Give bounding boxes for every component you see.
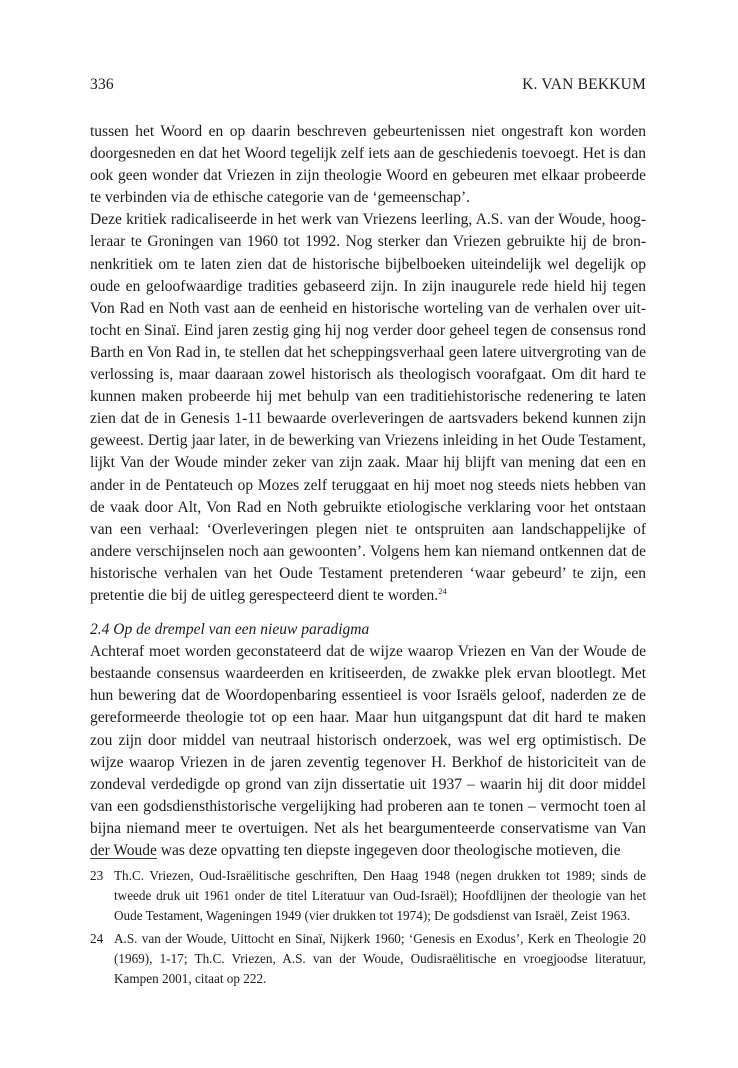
footnote-text: A.S. van der Woude, Uittocht en Sinaï, Nijkerk 1960; ‘Genesis en Exodus’, Kerk en Theologie 20 (1969), 1-17; Th.C. Vriezen, A.S. van der Woude, Oudisraëlitische en vroegjoodse literatuur, Kampen 2001, citaat op 222. [114, 930, 646, 987]
footnote-24 [90, 929, 646, 990]
section-heading: 2.4 Op de drempel van een nieuw paradigma [90, 621, 370, 639]
footnote-ref-24[interactable]: 24 [438, 585, 447, 596]
paragraph-3: Achteraf moet worden geconstateerd dat de wijze waarop Vriezen en Van der Woude de bestaande consensus waardeerden en kritiseerden, de zwakke plek ervan blootlegt. Met hun bewering dat de Woordopenbaring essentieel is voor Israëls geloof, naderden ze de gereformeerde theologie tot op een haar. Maar hun uitgangspunt dat dit hard te maken zou zijn door middel van neutraal historisch onderzoek, was wel erg optimistisch. De wijze waarop Vriezen in de jaren zeventig tegenover H. Berkhof de historiciteit van de zondeval verdedigde op grond van zijn dissertatie uit 1937 – waarin hij dit door middel van een godsdiensthistorische vergelijking had proberen aan te tonen – vermocht toen al bijna niemand meer te overtuigen. Net als het beargumenteerde conservatisme van Van der Woude was deze opvatting ten diepste ingegeven door theologische motieven, die [90, 643, 646, 859]
footnotes [90, 866, 646, 991]
footnote-text: Th.C. Vriezen, Oud-Israëlitische geschriften, Den Haag 1948 (negen drukken tot 1989; sinds de tweede druk uit 1961 onder de titel Literatuur van Oud-Israël); Hoofdlijnen der theologie van het Oude Testament, Wageningen 1949 (vier drukken tot 1974); De godsdienst van Israël, Zeist 1963. [114, 868, 646, 924]
running-head-author: K. VAN BEKKUM [522, 76, 646, 93]
footnote-number: 24 [90, 930, 104, 946]
paragraph-1: tussen het Woord en op daarin beschreven gebeurtenissen niet ongestraft kon worden doorgesneden en dat het Woord tegelijk zelf iets aan de geschiedenis toevoegt. Het is dan ook geen wonder dat Vriezen in zijn theologie Woord en gebeuren met elkaar probeerde te verbinden via de ethische categorie van de ‘gemeenschap’. [90, 123, 646, 207]
footnote-23 [90, 866, 646, 927]
footnote-number: 23 [90, 868, 104, 883]
paragraph-2 [90, 209, 646, 607]
page-number: 336 [90, 76, 114, 93]
footnote-divider [90, 858, 157, 859]
body-text [90, 121, 646, 862]
paragraph-2-text: Deze kritiek radicaliseerde in het werk van Vriezens leerling, A.S. van der Woude, hoogleraar te Groningen van 1960 tot 1992. Nog sterker dan Vriezen gebruikte hij de bronnenkritiek om te laten zien dat de historische bijbelboeken uiteindelijk wel degelijk op oude en geloofwaardige tradities gebaseerd zijn. In zijn inaugurele rede hield hij tegen Von Rad en Noth vast aan de eenheid en historische worteling van de verhalen over uittocht en Sinaï. Eind jaren zestig ging hij nog verder door geheel tegen de consensus rond Barth en Von Rad in, te stellen dat het scheppingsverhaal geen latere uitvergroting van de verlossing is, maar daaraan zowel historisch als theologisch voorafgaat. Om dit hard te kunnen maken probeerde hij met behulp van een traditiehistorische redenering te laten zien dat de in Genesis 1-11 bewaarde overleveringen de aartsvaders bekend kunnen zijn geweest. Dertig jaar later, in de bewerking van Vriezens inleiding in het Oude Testament, lijkt Van der Woude minder zeker van zijn zaak. Maar hij blijft van mening dat een en ander in de Pentateuch op Mozes zelf teruggaat en hij moet nog steeds niets hebben van de vaak door Alt, Von Rad en Noth gebruikte etiologische verklaring voor het ontstaan van een verhaal: ‘Overleveringen plegen niet te ontspruiten aan landschappelijke of andere verschijnselen noch aan gewoonten’. Volgens hem kan niemand ontkennen dat de historische verhalen van het Oude Testament pretenderen ‘waar gebeurd’ te zijn, een pretentie die bij de uitleg gerespecteerd dient te worden. [90, 211, 646, 604]
